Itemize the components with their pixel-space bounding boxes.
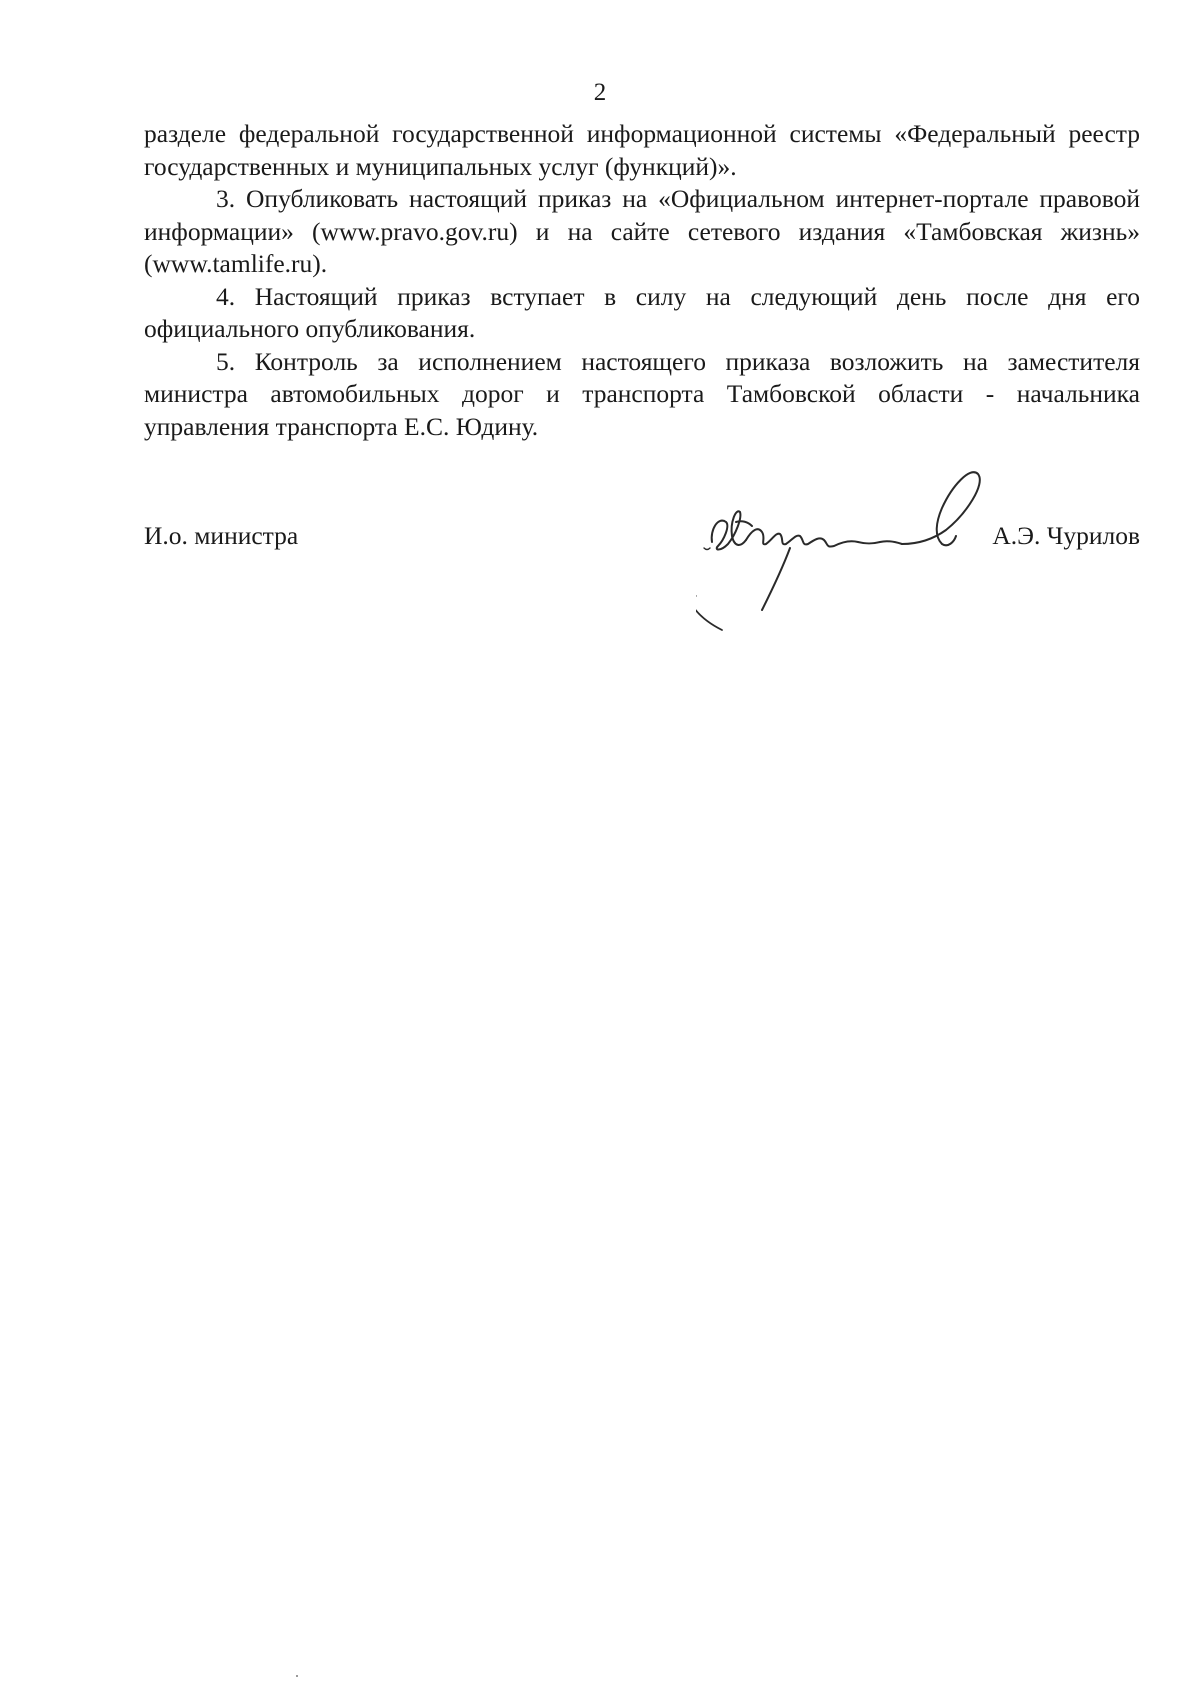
paragraph-item-3: 3. Опубликовать настоящий приказ на «Официальном интернет-портале правовой информации» (www.pravo.gov.ru) и на сайте сетевого издания «Тамбовская жизнь» (www.tamlife.ru). bbox=[144, 184, 1140, 278]
paragraph-item-4: 4. Настоящий приказ вступает в силу на следующий день после дня его официального опубликования. bbox=[144, 281, 1140, 343]
paragraph-item-5: 5. Контроль за исполнением настоящего приказа возложить на заместителя министра автомобильных дорог и транспорта Тамбовской области - начальника управления транспорта Е.С. Юдину. bbox=[144, 346, 1140, 441]
document-body bbox=[144, 118, 1140, 443]
signature-block bbox=[144, 460, 1140, 640]
handwritten-signature bbox=[696, 460, 996, 635]
scan-speck bbox=[296, 1675, 298, 1677]
signer-name: А.Э. Чурилов bbox=[992, 521, 1140, 550]
paragraph-continuation: разделе федеральной государственной информационной системы «Федеральный реестр государственных и муниципальных услуг (функций)». bbox=[144, 119, 1140, 181]
signer-title: И.о. министра bbox=[144, 521, 299, 550]
page-number: 2 bbox=[593, 79, 607, 106]
